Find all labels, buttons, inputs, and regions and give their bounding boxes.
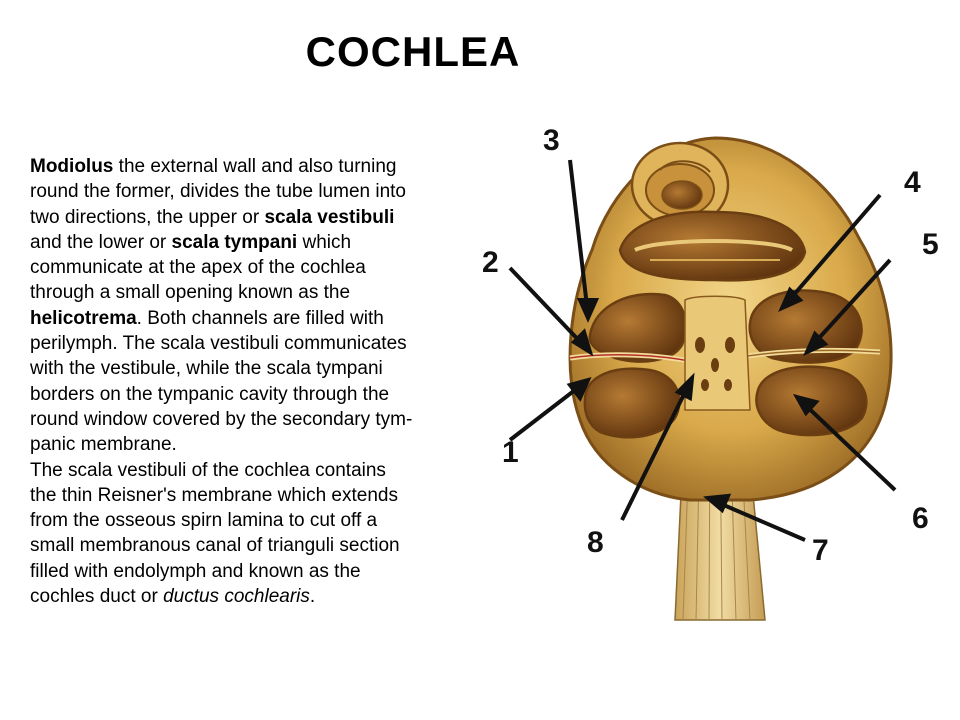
description-line xyxy=(30,458,510,483)
term-bold: scala vestibuli xyxy=(264,206,395,228)
page-title: COCHLEA xyxy=(305,28,521,75)
cochlea-figure xyxy=(482,100,960,620)
label-4: 4 xyxy=(904,166,921,199)
label-2: 2 xyxy=(482,246,499,279)
description-line xyxy=(30,205,510,230)
description-line xyxy=(30,255,510,280)
description-line xyxy=(30,584,510,609)
modiolus xyxy=(685,296,750,410)
text-segment: panic membrane. xyxy=(30,434,177,456)
description-line xyxy=(30,483,510,508)
text-segment: the external wall and also turning xyxy=(113,156,397,177)
text-segment: and the lower or xyxy=(30,231,172,253)
description-line xyxy=(30,179,510,204)
description-text xyxy=(30,154,510,609)
text-segment: communicate at the apex of the cochlea xyxy=(30,257,366,279)
text-segment: two directions, the upper or xyxy=(30,206,265,228)
label-5: 5 xyxy=(922,228,939,261)
text-segment: the thin Reisner's membrane which extends xyxy=(30,484,398,506)
text-segment: round window covered by the secondary tym- xyxy=(30,408,413,430)
text-segment: filled with endolymph and known as the xyxy=(30,560,361,582)
description-line xyxy=(30,407,510,432)
text-segment: cochles duct or xyxy=(30,586,164,608)
text-segment: perilymph. The scala vestibuli communicates xyxy=(30,333,407,355)
upper-turn-cavities xyxy=(620,212,805,281)
text-segment: small membranous canal of trianguli section xyxy=(30,535,400,557)
text-segment: from the osseous spirn lamina to cut off a xyxy=(30,510,378,532)
description-line xyxy=(30,559,510,584)
label-6: 6 xyxy=(912,502,929,535)
term-bold: scala tympani xyxy=(171,231,298,253)
description-line xyxy=(30,230,510,255)
description-line xyxy=(30,533,510,558)
description-line xyxy=(30,331,510,356)
text-segment: . xyxy=(309,586,316,608)
description-line xyxy=(30,356,510,381)
text-segment: with the vestibule, while the scala tympani xyxy=(30,358,383,380)
description-line xyxy=(30,508,510,533)
text-segment: through a small opening known as the xyxy=(30,282,351,304)
label-3: 3 xyxy=(543,124,560,157)
label-1: 1 xyxy=(502,436,519,469)
text-segment: The scala vestibuli of the cochlea contains xyxy=(30,459,386,481)
label-7: 7 xyxy=(812,534,829,567)
term-bold: Modiolus xyxy=(30,156,114,177)
scala-tympani-left xyxy=(585,369,679,438)
term-italic: ductus cochlearis xyxy=(163,586,310,608)
text-segment: . Both channels are filled with xyxy=(136,307,384,329)
description-line xyxy=(30,432,510,457)
description-line xyxy=(30,280,510,305)
text-segment: round the former, divides the tube lumen into xyxy=(30,181,407,203)
label-8: 8 xyxy=(587,526,604,559)
text-segment: which xyxy=(297,231,352,253)
cochlea-illustration xyxy=(482,100,960,620)
term-bold: helicotrema xyxy=(30,307,137,329)
description-line xyxy=(30,306,510,331)
description-line xyxy=(30,154,510,179)
description-line xyxy=(30,382,510,407)
text-segment: borders on the tympanic cavity through the xyxy=(30,383,390,405)
